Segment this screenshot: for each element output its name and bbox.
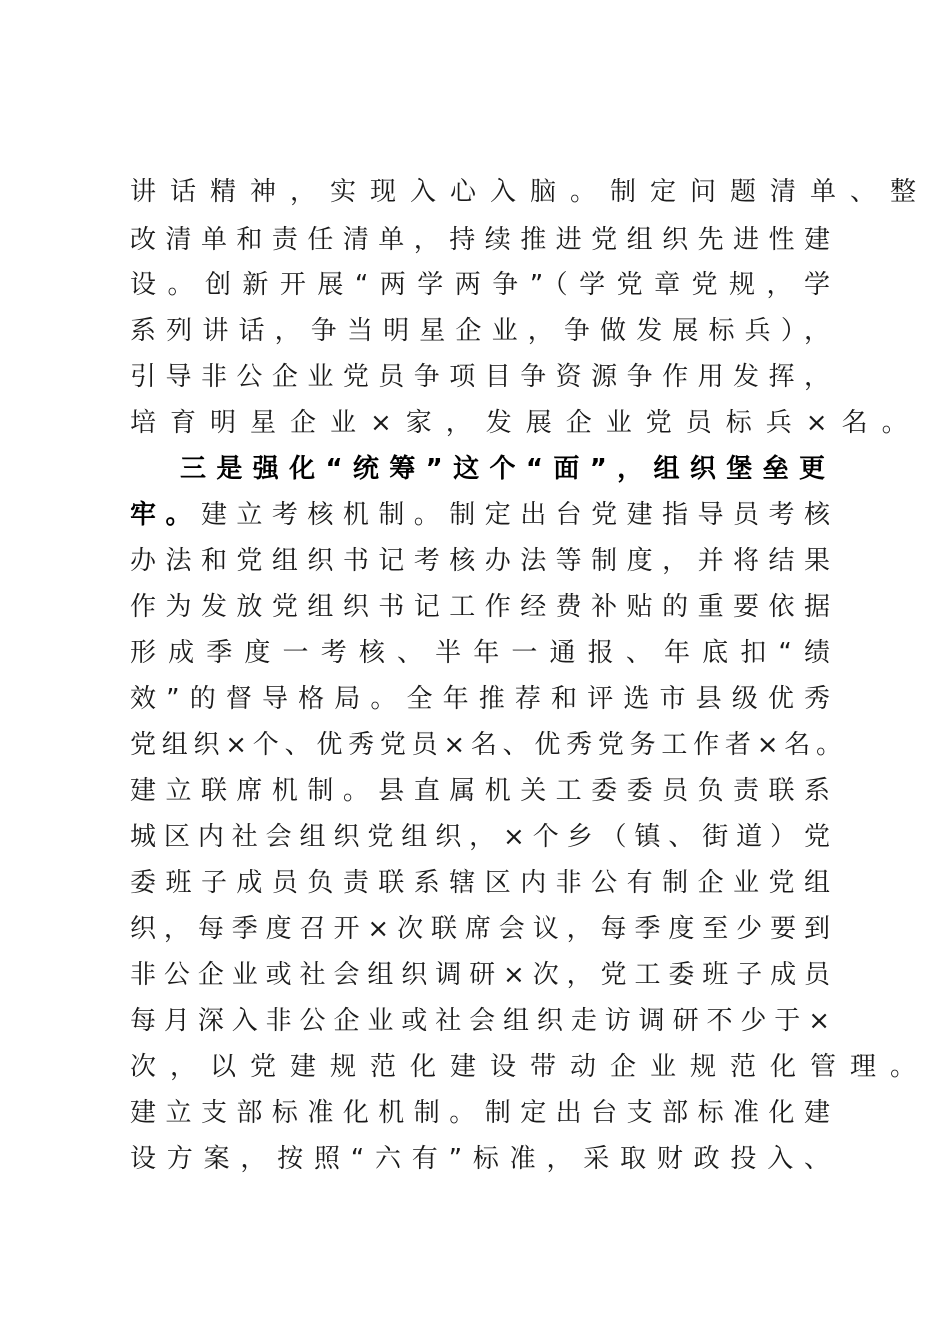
text-line: 党组织×个、优秀党员×名、优秀党务工作者×名。 (130, 730, 842, 760)
text-line: 建立联席机制。县直属机关工委委员负责联系 (130, 776, 830, 806)
text-line: 效”的督导格局。全年推荐和评选市县级优秀 (130, 684, 830, 714)
text-line: 形成季度一考核、半年一通报、年底扣“绩 (130, 638, 830, 668)
section-heading-text: 三是强化“统筹”这个“面”，组织堡垒更 (180, 454, 825, 484)
text-line: 系列讲话，争当明星企业，争做发展标兵）， (130, 316, 830, 346)
text-line: 委班子成员负责联系辖区内非公有制企业党组 (130, 868, 830, 898)
text-line: 织，每季度召开×次联席会议，每季度至少要到 (130, 914, 830, 944)
text-line: 城区内社会组织党组织，×个乡（镇、街道）党 (130, 822, 830, 852)
text-line: 办法和党组织书记考核办法等制度，并将结果 (130, 546, 830, 576)
section-heading (180, 449, 825, 489)
text-line: 设。创新开展“两学两争”（学党章党规，学 (130, 270, 830, 300)
text-line: 设方案，按照“六有”标准，采取财政投入、 (130, 1144, 830, 1174)
text-line: 次，以党建规范化建设带动企业规范化管理。 (130, 1052, 931, 1082)
text-line: 每月深入非公企业或社会组织走访调研不少于× (130, 1006, 830, 1036)
text-line: 引导非公企业党员争项目争资源争作用发挥， (130, 362, 830, 392)
text-line: 讲话精神，实现入心入脑。制定问题清单、整 (130, 177, 931, 207)
text-line: 改清单和责任清单，持续推进党组织先进性建 (130, 225, 830, 255)
text-line: 作为发放党组织书记工作经费补贴的重要依据 (130, 592, 830, 622)
text-line (130, 495, 830, 535)
section-heading-tail: 牢。 (130, 500, 201, 530)
text-line: 建立支部标准化机制。制定出台支部标准化建 (130, 1098, 830, 1128)
text-line: 培育明星企业×家，发展企业党员标兵×名。 (130, 408, 922, 438)
text-line-content: 建立考核机制。制定出台党建指导员考核 (200, 500, 830, 530)
text-line: 非公企业或社会组织调研×次，党工委班子成员 (130, 960, 830, 990)
